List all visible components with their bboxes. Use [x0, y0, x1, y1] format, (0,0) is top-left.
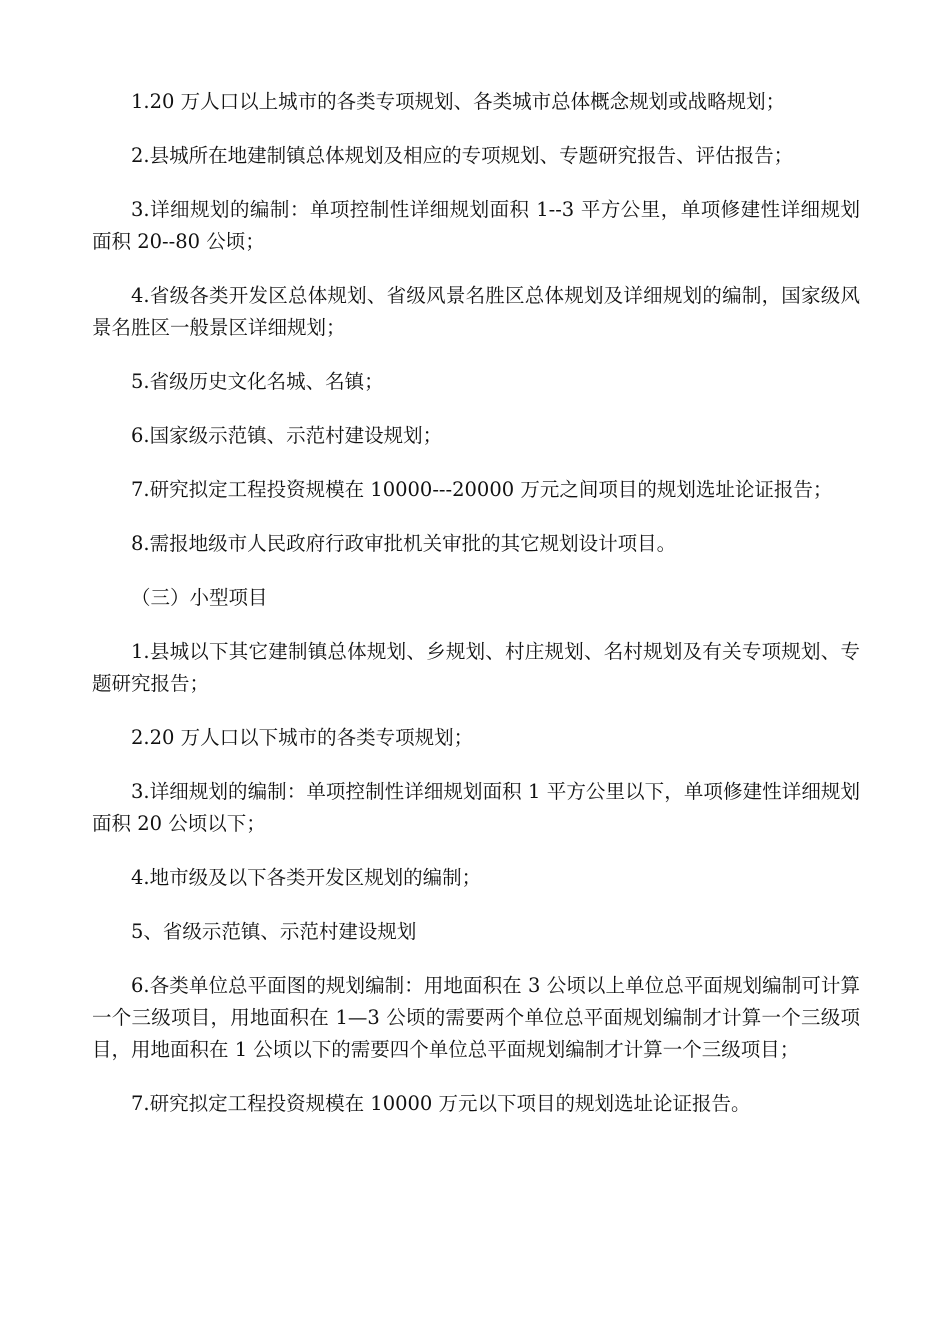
paragraph-small-item-6: 6.各类单位总平面图的规划编制：用地面积在 3 公顷以上单位总平面规划编制可计算一个三级项目，用地面积在 1—3 公顷的需要两个单位总平面规划编制才计算一个三级项目，用地面积在 1 公顷以下的需要四个单位总平面规划编制才计算一个三级项目；	[92, 974, 860, 1061]
paragraph-small-item-7: 7.研究拟定工程投资规模在 10000 万元以下项目的规划选址论证报告。	[131, 1092, 751, 1115]
paragraph-large-item-6: 6.国家级示范镇、示范村建设规划；	[131, 424, 443, 447]
paragraph-large-item-3: 3.详细规划的编制：单项控制性详细规划面积 1--3 平方公里，单项修建性详细规划面积 20--80 公顷；	[92, 198, 860, 253]
paragraph-small-item-1: 1.县城以下其它建制镇总体规划、乡规划、村庄规划、名村规划及有关专项规划、专题研究报告；	[92, 640, 860, 695]
paragraph-large-item-2: 2.县城所在地建制镇总体规划及相应的专项规划、专题研究报告、评估报告；	[131, 144, 794, 167]
paragraph-large-item-1: 1.20 万人口以上城市的各类专项规划、各类城市总体概念规划或战略规划；	[131, 90, 786, 113]
paragraph-small-item-5: 5、省级示范镇、示范村建设规划	[131, 920, 417, 943]
section-heading-small-projects: （三）小型项目	[131, 586, 268, 609]
paragraph-small-item-2: 2.20 万人口以下城市的各类专项规划；	[131, 726, 474, 749]
paragraph-small-item-4: 4.地市级及以下各类开发区规划的编制；	[131, 866, 482, 889]
document-body	[92, 86, 860, 1142]
paragraph-large-item-5: 5.省级历史文化名城、名镇；	[131, 370, 384, 393]
paragraph-small-item-3: 3.详细规划的编制：单项控制性详细规划面积 1 平方公里以下，单项修建性详细规划面积 20 公顷以下；	[92, 780, 860, 835]
paragraph-large-item-7: 7.研究拟定工程投资规模在 10000---20000 万元之间项目的规划选址论证报告；	[131, 478, 833, 501]
paragraph-large-item-4: 4.省级各类开发区总体规划、省级风景名胜区总体规划及详细规划的编制，国家级风景名胜区一般景区详细规划；	[92, 284, 860, 339]
paragraph-large-item-8: 8.需报地级市人民政府行政审批机关审批的其它规划设计项目。	[131, 532, 677, 555]
